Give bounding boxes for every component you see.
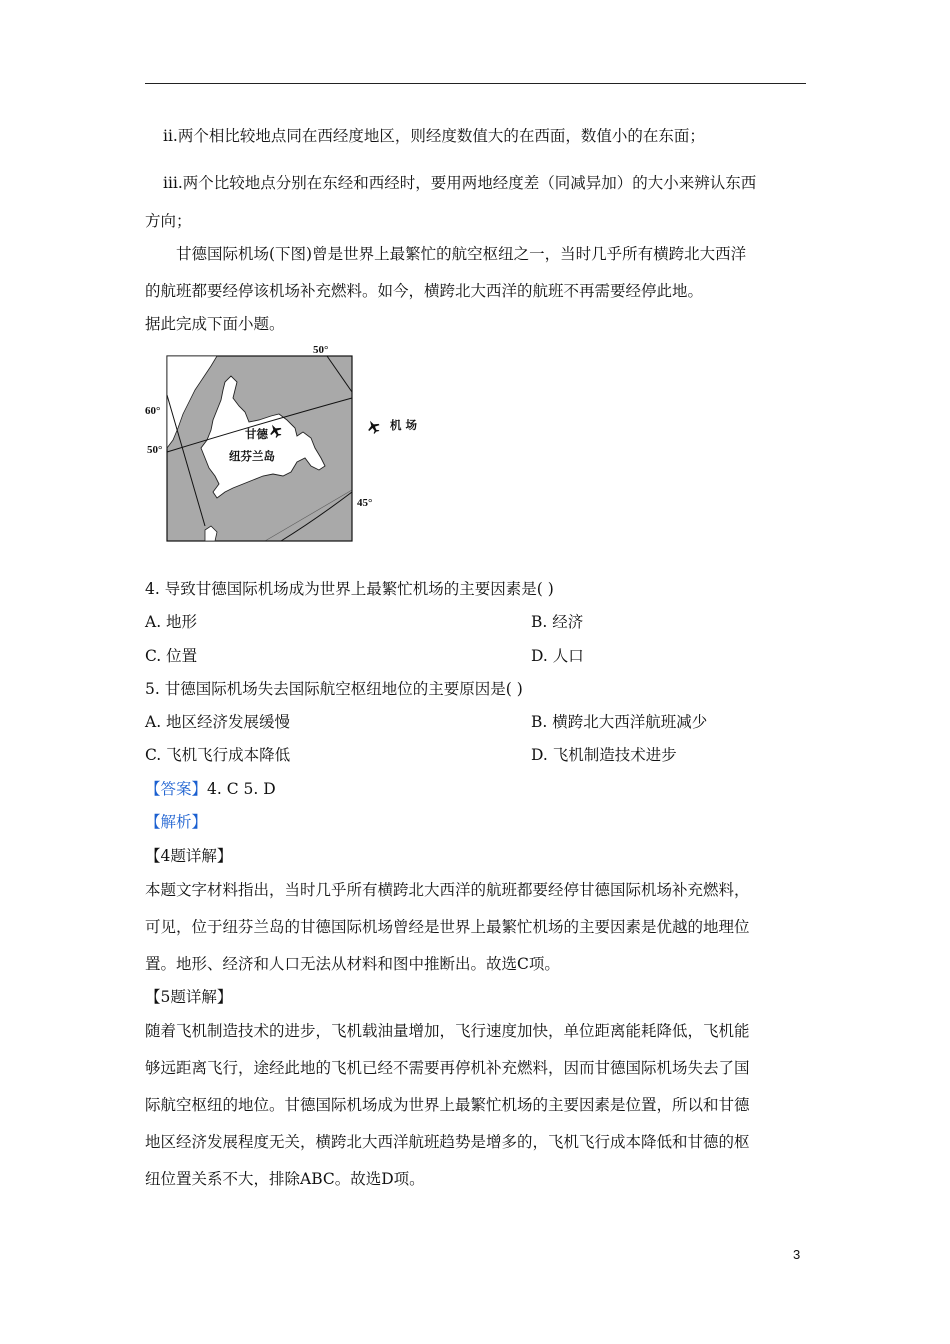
header-rule — [145, 83, 806, 84]
question-4-stem: 4. 导致甘德国际机场成为世界上最繁忙机场的主要因素是( ) — [145, 580, 554, 598]
q5-option-b[interactable]: B. 横跨北大西洋航班减少 — [531, 713, 708, 731]
gander-map — [145, 340, 435, 545]
page-number: 3 — [793, 1247, 801, 1262]
label-gander: 甘德 — [245, 427, 268, 441]
q5-detail-title: 【5题详解】 — [145, 988, 233, 1006]
note-iii: ⅲ.两个比较地点分别在东经和西经时，要用两地经度差（同减异加）的大小来辨认东西 — [163, 174, 757, 192]
answer-label: 【答案】 — [145, 780, 208, 798]
q4-option-b[interactable]: B. 经济 — [531, 613, 584, 631]
legend-airplane-icon — [365, 418, 382, 436]
question-5-stem: 5. 甘德国际机场失去国际航空枢纽地位的主要原因是( ) — [145, 680, 523, 698]
label-lat-60: 60° — [145, 405, 161, 417]
q5-detail-line4: 地区经济发展程度无关，横跨北大西洋航班趋势是增多的，飞机飞行成本降低和甘德的枢 — [145, 1133, 750, 1151]
intro-paragraph-line2: 的航班都要经停该机场补充燃料。如今，横跨北大西洋的航班不再需要经停此地。 — [145, 282, 704, 300]
answer-line — [145, 779, 276, 799]
label-lat-50: 50° — [147, 444, 163, 456]
q5-detail-line3: 际航空枢纽的地位。甘德国际机场成为世界上最繁忙机场的主要因素是位置，所以和甘德 — [145, 1096, 750, 1114]
q4-detail-title: 【4题详解】 — [145, 847, 233, 865]
answer-value: 4. C 5. D — [207, 780, 276, 798]
q5-option-a[interactable]: A. 地区经济发展缓慢 — [145, 713, 291, 731]
q5-option-c[interactable]: C. 飞机飞行成本降低 — [145, 746, 291, 764]
q5-detail-line2: 够远距离飞行，途经此地的飞机已经不需要再停机补充燃料，因而甘德国际机场失去了国 — [145, 1059, 750, 1077]
q4-detail-line1: 本题文字材料指出，当时几乎所有横跨北大西洋的航班都要经停甘德国际机场补充燃料， — [145, 881, 750, 899]
q4-detail-line2: 可见，位于纽芬兰岛的甘德国际机场曾经是世界上最繁忙机场的主要因素是优越的地理位 — [145, 918, 750, 936]
note-ii: ⅱ.两个相比较地点同在西经度地区，则经度数值大的在西面，数值小的在东面； — [163, 127, 705, 145]
intro-paragraph-line1: 甘德国际机场(下图)曾是世界上最繁忙的航空枢纽之一，当时几乎所有横跨北大西洋 — [176, 245, 747, 263]
label-newfoundland: 纽芬兰岛 — [229, 449, 275, 463]
legend-airport-label: 机 场 — [390, 418, 418, 432]
note-iii-cont: 方向； — [145, 212, 192, 230]
intro-instruction: 据此完成下面小题。 — [145, 315, 285, 333]
analysis-label: 【解析】 — [145, 813, 208, 831]
q4-detail-line3: 置。地形、经济和人口无法从材料和图中推断出。故选C项。 — [145, 955, 560, 973]
q4-option-c[interactable]: C. 位置 — [145, 647, 198, 665]
q5-option-d[interactable]: D. 飞机制造技术进步 — [531, 746, 677, 764]
q4-option-d[interactable]: D. 人口 — [531, 647, 584, 665]
q5-detail-line1: 随着飞机制造技术的进步，飞机载油量增加，飞行速度加快，单位距离能耗降低，飞机能 — [145, 1022, 750, 1040]
q4-option-a[interactable]: A. 地形 — [145, 613, 198, 631]
label-lon-50: 50° — [313, 344, 329, 356]
label-lon-45: 45° — [357, 497, 373, 509]
q5-detail-line5: 纽位置关系不大，排除ABC。故选D项。 — [145, 1170, 425, 1188]
